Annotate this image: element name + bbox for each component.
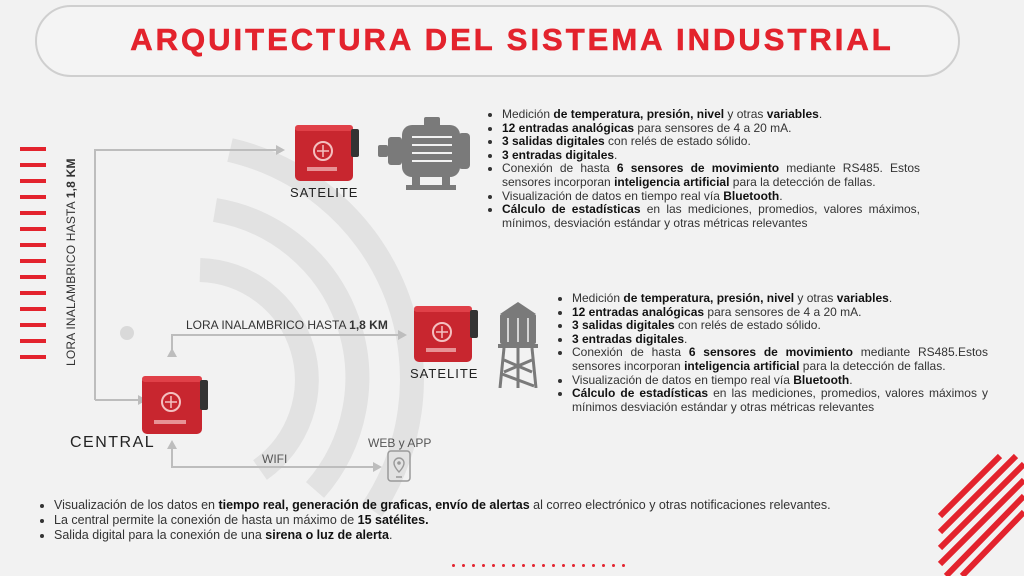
satellite-2-label: SATELITE [410,366,479,381]
feature-item: • 3 entradas digitales. [572,333,988,347]
feature-item: • Cálculo de estadísticas en las mediciones, promedios, valores máximos, mínimos, desviación estándar y otras métricas relevantes [502,203,920,230]
satellite-2-device [412,302,480,364]
page-title: ARQUITECTURA DEL SISTEMA INDUSTRIAL [130,22,894,57]
phone-location-icon [386,450,412,487]
satellite-1-device [293,121,361,183]
feature-item: • 12 entradas analógicas para sensores de 4 a 20 mA. [502,122,920,136]
feature-item: • Medición de temperatura, presión, nivel y otras variables. [502,108,920,122]
feature-item: • Salida digital para la conexión de una sirena o luz de alerta. [54,528,934,543]
feature-item: • La central permite la conexión de hasta un máximo de 15 satélites. [54,513,934,528]
water-tower-icon [496,302,540,393]
feature-item: • Visualización de datos en tiempo real vía Bluetooth. [502,190,920,204]
feature-item: • Visualización de los datos en tiempo real, generación de graficas, envío de alertas al correo electrónico y otras notificaciones relevantes. [54,498,934,513]
feature-item: • 3 salidas digitales con relés de estado sólido. [572,319,988,333]
satellite-1-features [484,108,920,230]
feature-item: • Conexión de hasta 6 sensores de movimiento mediante RS485.Estos sensores incorporan inteligencia artificial para la detección de fallas. [572,346,988,373]
wifi-label: WIFI [262,452,288,466]
web-app-label: WEB y APP [368,436,432,450]
central-device [140,370,210,436]
feature-item: • Cálculo de estadísticas en las mediciones, promedios, valores máximos y mínimos desviación estándar y otras métricas relevantes [572,387,988,414]
feature-item: • 3 entradas digitales. [502,149,920,163]
central-features [36,498,934,543]
satellite-1-label: SATELITE [290,185,359,200]
dots-decoration [452,554,632,572]
satellite-2-features [554,292,988,414]
feature-item: • 3 salidas digitales con relés de estado sólido. [502,135,920,149]
stripe-decoration [934,450,1024,576]
feature-item: • Conexión de hasta 6 sensores de movimiento mediante RS485. Estos sensores incorporan inteligencia artificial para la detección de fallas. [502,162,920,189]
central-label: CENTRAL [70,434,156,451]
feature-item: • Medición de temperatura, presión, nivel y otras variables. [572,292,988,306]
lora-vertical-label: LORA INALAMBRICO HASTA 1,8 KM [64,158,78,366]
lora-horizontal-label: LORA INALAMBRICO HASTA 1,8 KM [186,318,388,332]
feature-item: • Visualización de datos en tiempo real vía Bluetooth. [572,374,988,388]
feature-item: • 12 entradas analógicas para sensores de 4 a 20 mA. [572,306,988,320]
motor-icon [378,115,478,196]
